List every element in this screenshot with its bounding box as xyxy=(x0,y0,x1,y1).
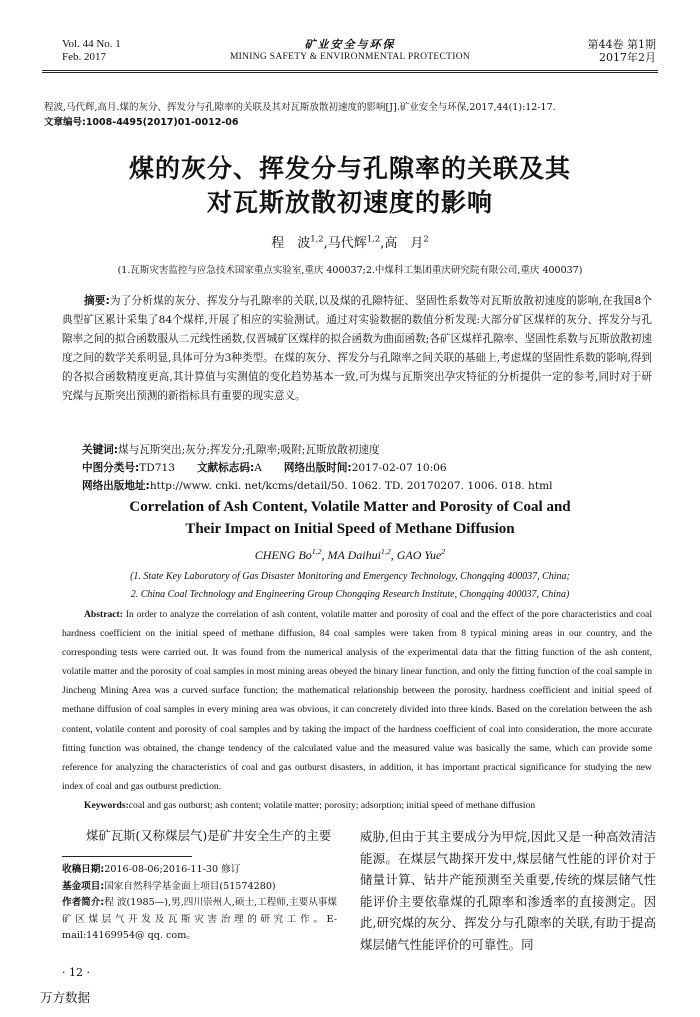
watermark: 万方数据 xyxy=(40,990,91,1005)
clc-value: TD713 xyxy=(139,462,175,474)
author-cn-2-affil: 1,2 xyxy=(366,233,381,244)
header-volume xyxy=(62,38,121,64)
title-cn xyxy=(60,152,640,220)
title-cn-line1: 煤的灰分、挥发分与孔隙率的关联及其 xyxy=(128,154,571,183)
keywords-en-text: coal and gas outburst; ash content; volatile matter; porosity; adsorption; initial speed of methane diffusion xyxy=(128,800,536,811)
keywords-en-label: Keywords: xyxy=(84,800,129,811)
online-time-label: 网络出版时间: xyxy=(283,462,352,474)
header-issue-date: 2017年2月 xyxy=(599,51,656,64)
header-issue xyxy=(588,38,657,64)
keywords-cn-label: 关键词: xyxy=(82,444,119,456)
footnote-fund xyxy=(62,879,337,896)
classification-line xyxy=(82,460,447,477)
author-en-2: , MA Daihui xyxy=(321,548,381,562)
header-date-line: Feb. 2017 xyxy=(62,51,106,63)
keywords-en xyxy=(62,796,652,815)
article-number-value: 1008-4495(2017)01-0012-06 xyxy=(85,117,239,128)
page-number: · 12 · xyxy=(62,966,90,979)
article-number-label: 文章编号: xyxy=(44,117,86,128)
author-cn-1-affil: 1,2 xyxy=(310,233,324,244)
title-cn-line2: 对瓦斯放散初速度的影响 xyxy=(206,188,493,217)
title-en-line2: Their Impact on Initial Speed of Methane Diffusion xyxy=(185,521,515,537)
body-right-paragraph: 威胁,但由于其主要成分为甲烷,因此又是一种高效清洁能源。在煤层气勘探开发中,煤层储气性能的评价对于储量计算、钻井产能预测至关重要,传统的煤层储气性能评价主要依靠煤的孔隙率和渗透率的直接测定。因此,研究煤的灰分、挥发分与孔隙率的关联,有助于提高煤层储气性能评价的可靠性。同 xyxy=(360,829,656,952)
abstract-cn-text: 为了分析煤的灰分、挥发分与孔隙率的关联,以及煤的孔隙特征、坚固性系数等对瓦斯放散初速度的影响,在我国8个典型矿区累计采集了84个煤样,开展了相应的实验测试。通过对实验数据的数值分析发现:大部分矿区煤样的灰分、挥发分与孔隙率之间的拟合函数服从二元线性函数,仅晋城矿区煤样的拟合函数为曲面函数;各矿区煤样孔隙率、坚固性系数与瓦斯放散初速度之间的数学关系明显,具体可分为3种类型。在煤的灰分、挥发分与孔隙率之间关联的基础上,考虑煤的坚固性系数的影响,得到的各拟合函数精度更高,其计算值与实测值的变化趋势基本一致,可为煤与瓦斯突出孕灾特征的分析提供一定的参考,同时对于研究煤与瓦斯突出预测的新指标具有重要的现实意义。 xyxy=(62,295,652,402)
keywords-cn-text: 煤与瓦斯突出;灰分;挥发分;孔隙率;吸附;瓦斯放散初速度 xyxy=(118,444,380,456)
journal-name-cn: 矿业安全与环保 xyxy=(304,38,396,51)
header-issue-line: 第44卷 第1期 xyxy=(587,38,656,51)
body-left-paragraph: 煤矿瓦斯(又称煤层气)是矿井安全生产的主要 xyxy=(86,828,332,843)
header-journal xyxy=(200,38,500,64)
author-en-1: CHENG Bo xyxy=(254,548,312,562)
online-url-line xyxy=(82,478,553,495)
online-url-label: 网络出版地址: xyxy=(82,480,150,492)
online-url-link[interactable]: http://www. cnki. net/kcms/detail/50. 1062. TD. 20170207. 1006. 018. html xyxy=(149,480,553,492)
affiliation-en-line2: 2. China Coal Technology and Engineering Group Chongqing Research Institute, Chongqing 400037, China) xyxy=(130,589,570,600)
footnote-received xyxy=(62,862,337,879)
abstract-cn xyxy=(62,292,652,406)
affiliation-cn: (1.瓦斯灾害监控与应急技术国家重点实验室,重庆 400037;2.中煤科工集团重庆研究院有限公司,重庆 400037) xyxy=(117,265,583,276)
doc-code-value: A xyxy=(254,462,262,474)
abstract-cn-label: 摘要: xyxy=(84,295,110,307)
affiliation-en-line1: (1. State Key Laboratory of Gas Disaster Monitoring and Emergency Technology, Chongqing 400037, China; xyxy=(130,571,570,582)
footnote-rule xyxy=(62,856,192,857)
clc-label: 中图分类号: xyxy=(82,462,140,474)
online-time-value: 2017-02-07 10:06 xyxy=(351,462,447,474)
author-en-3: , GAO Yue xyxy=(390,548,442,562)
article-number xyxy=(44,115,660,130)
title-en xyxy=(60,496,640,540)
fund-value: 国家自然科学基金面上项目(51574280) xyxy=(104,880,276,892)
header-rule-2 xyxy=(42,72,658,73)
author-cn-3-affil: 2 xyxy=(423,233,429,244)
journal-name-en: MINING SAFETY & ENVIRONMENTAL PROTECTION xyxy=(229,52,471,62)
author-cn-2: ,马代辉 xyxy=(323,236,367,251)
header-rule xyxy=(42,70,658,71)
author-en-1-affil: 1,2 xyxy=(311,547,322,556)
footnote-author xyxy=(62,895,337,945)
authors-cn xyxy=(60,232,640,251)
author-cn-1: 程 波 xyxy=(271,236,311,251)
affiliation-en xyxy=(40,568,660,604)
authors-en xyxy=(60,548,640,563)
doc-code-label: 文献标志码: xyxy=(197,462,255,474)
received-value: 2016-08-06;2016-11-30 修订 xyxy=(104,864,241,875)
author-bio-label: 作者简介: xyxy=(62,897,105,908)
footnote xyxy=(62,862,337,945)
header-volume-line: Vol. 44 No. 1 xyxy=(62,38,121,50)
author-cn-3: ,高 月 xyxy=(380,236,424,251)
received-label: 收稿日期: xyxy=(62,864,105,875)
keywords-cn xyxy=(82,442,380,459)
citation xyxy=(44,100,660,130)
title-en-line1: Correlation of Ash Content, Volatile Matter and Porosity of Coal and xyxy=(129,499,571,515)
abstract-en-label: Abstract: xyxy=(84,609,123,620)
abstract-en-text: In order to analyze the correlation of ash content, volatile matter and porosity of coal and the effect of the pore characteristics and coal hardness coefficient on the initial speed of methane diffusion, 84 coal samples were taken from 8 typical mining areas in our country, and the corresponding tests were carried out. It was found from the numerical analysis of the experimental data that the fitting function of the ash content, volatile matter and the porosity of coal samples in most mining areas obeyed the binary linear function, and only the fitting function of the coal sample in Jincheng Mining Area was a curved surface function; the mathematical relationship between the porosity, hardness coefficient and initial speed of methane diffusion of coal samples in every mining area was obvious, it can concretely divided into three kinds. Based on the corelation between the ash content, volatile content and porosity of coal samples and by taking the impact of the hardness coefficient of coal into consideration, the more accurate fitting function was obtained, the change tendency of the calculated value and the measured value was basically the same, which can provide some reference for analyzing the characteristics of coal and gas outburst disasters, in addition, it has important practical significance for studying the new index of coal and gas outburst prediction. xyxy=(62,609,652,792)
author-en-3-affil: 2 xyxy=(441,547,446,556)
author-bio-value: 程 波(1985—),男,四川崇州人,硕士,工程师,主要从事煤矿区煤层气开发及瓦斯灾害治理的研究工作。E-mail:14169954@ qq. com。 xyxy=(62,897,337,941)
fund-label: 基金项目: xyxy=(62,880,105,892)
citation-ref: 程波,马代辉,高月.煤的灰分、挥发分与孔隙率的关联及其对瓦斯放散初速度的影响[J].矿业安全与环保,2017,44(1):12-17. xyxy=(44,102,556,113)
abstract-en xyxy=(62,605,652,796)
author-en-2-affil: 1,2 xyxy=(380,547,391,556)
